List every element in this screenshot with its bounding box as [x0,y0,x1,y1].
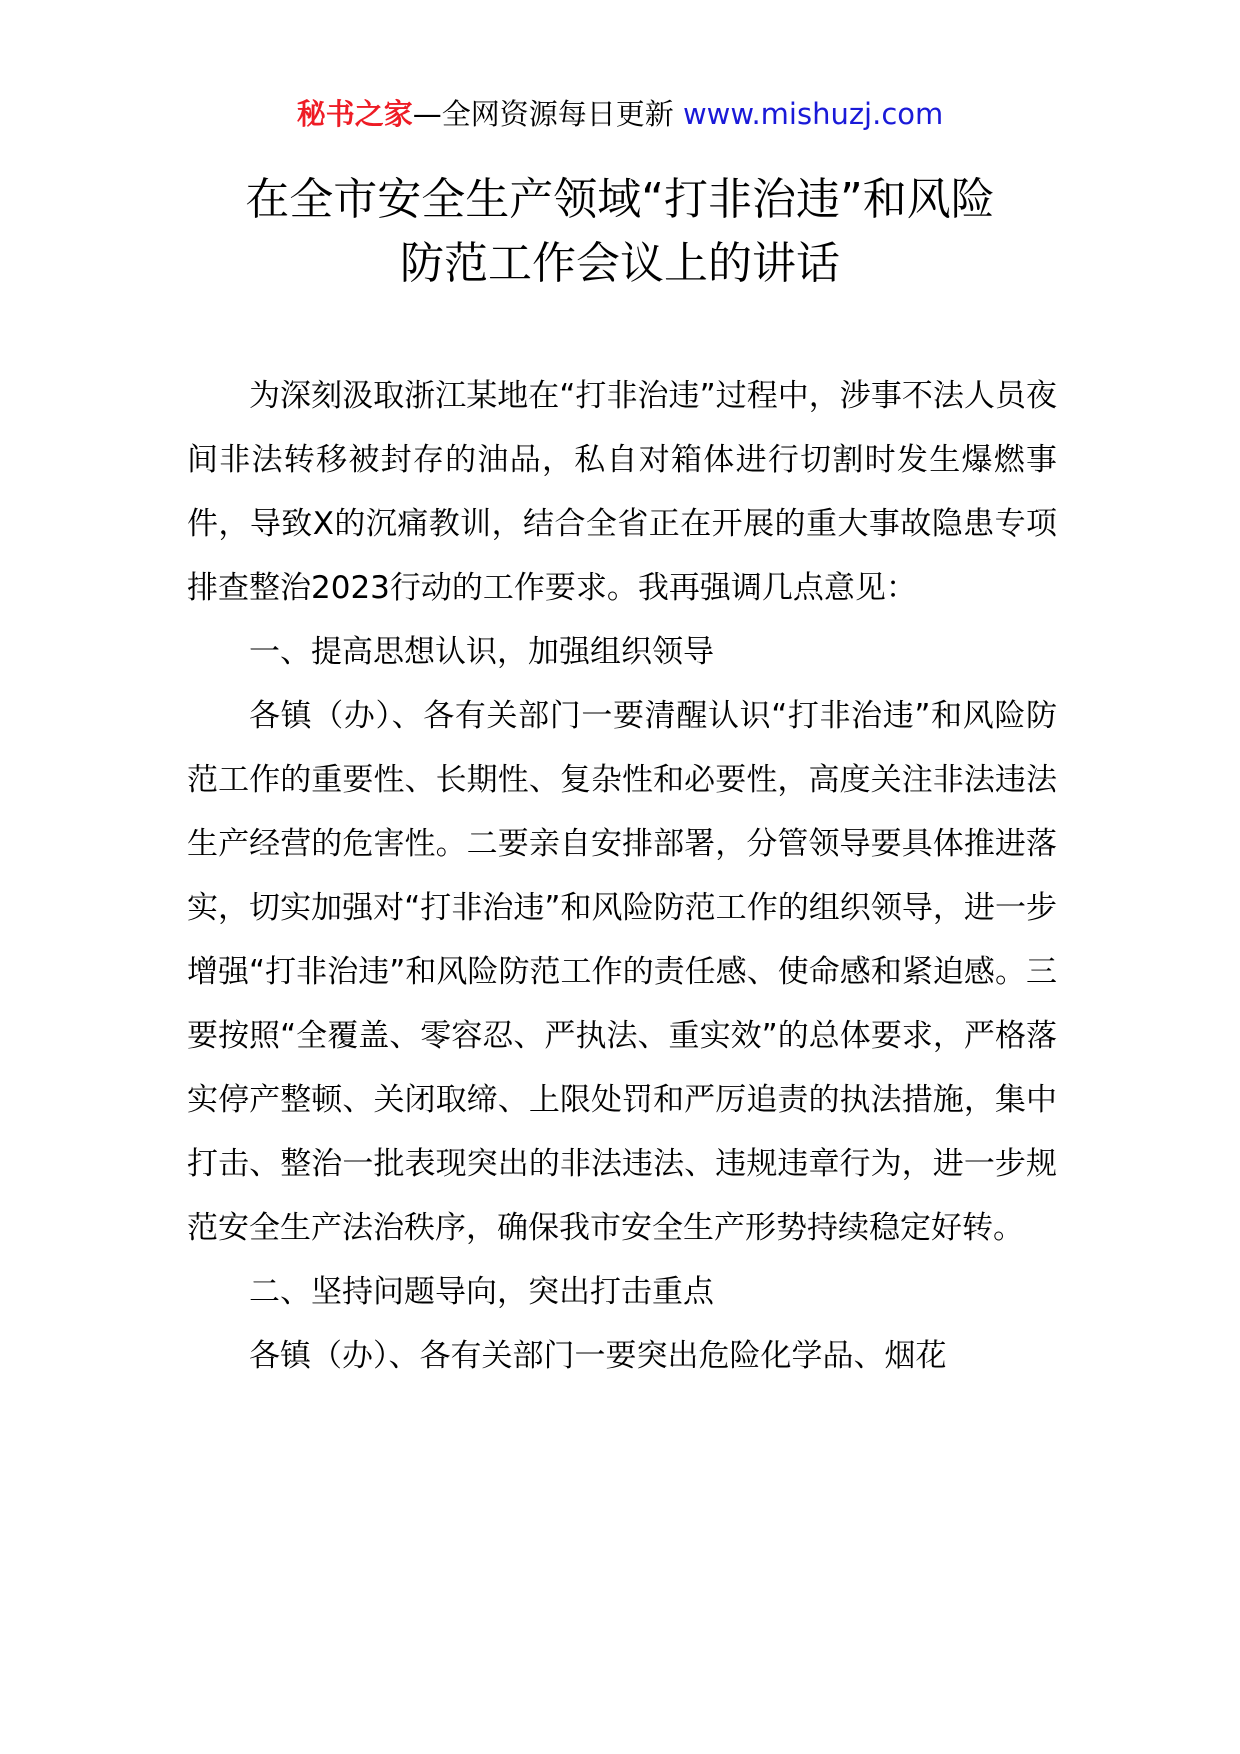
title-line-2: 防范工作会议上的讲话 [400,238,840,289]
document-title [0,168,1240,296]
document-body [187,364,1057,1388]
title-line-1: 在全市安全生产领域“打非治违”和风险 [245,174,995,225]
header-url-link[interactable]: www.mishuzj.com [682,97,944,131]
section-1-paragraph: 各镇（办）、各有关部门一要清醒认识“打非治违”和风险防范工作的重要性、长期性、复杂性和必要性，高度关注非法违法生产经营的危害性。二要亲自安排部署，分管领导要具体推进落实，切实加强对“打非治违”和风险防范工作的组织领导，进一步增强“打非治违”和风险防范工作的责任感、使命感和紧迫感。三要按照“全覆盖、零容忍、严执法、重实效”的总体要求，严格落实停产整顿、关闭取缔、上限处罚和严厉追责的执法措施，集中打击、整治一批表现突出的非法违法、违规违章行为，进一步规范安全生产法治秩序，确保我市安全生产形势持续稳定好转。 [187,698,1057,1246]
section-2-heading: 二、坚持问题导向，突出打击重点 [249,1274,714,1310]
intro-paragraph: 为深刻汲取浙江某地在“打非治违”过程中，涉事不法人员夜间非法转移被封存的油品，私自对箱体进行切割时发生爆燃事件，导致X的沉痛教训，结合全省正在开展的重大事故隐患专项排查整治2023行动的工作要求。我再强调几点意见： [187,378,1057,606]
header-brand: 秘书之家 [296,97,413,131]
section-1-heading: 一、提高思想认识，加强组织领导 [249,634,714,670]
watermark-header [0,94,1240,134]
header-slogan: —全网资源每日更新 [412,97,674,131]
section-2-paragraph: 各镇（办）、各有关部门一要突出危险化学品、烟花 [249,1338,947,1374]
